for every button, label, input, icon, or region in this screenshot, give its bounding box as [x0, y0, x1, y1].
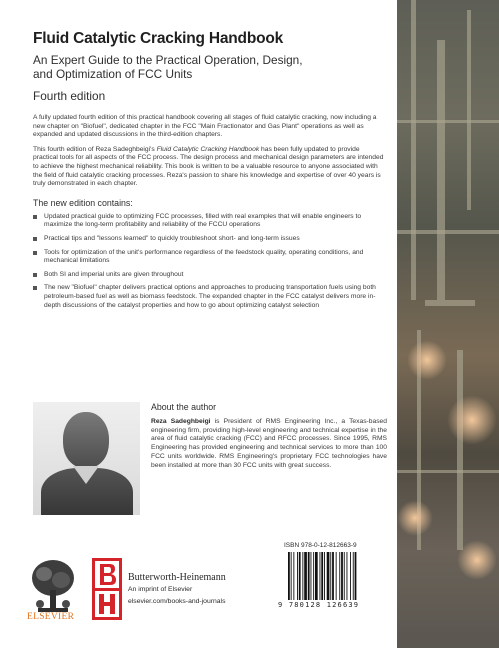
barcode-bar: [299, 552, 301, 600]
barcode-bar: [311, 552, 312, 600]
bullet-square-icon: [33, 237, 37, 241]
author-bio: [151, 418, 387, 470]
barcode-bar: [324, 552, 325, 600]
list-item: [33, 271, 385, 280]
barcode-bar: [302, 552, 303, 600]
barcode-bar: [347, 552, 348, 600]
bullet-square-icon: [33, 251, 37, 255]
list-item-text: Tools for optimization of the unit's performance regardless of the feedstock quality, operating conditions, and mechanical limitations: [44, 248, 364, 265]
list-item: [33, 213, 385, 230]
list-item-text: Updated practical guide to optimizing FCC processes, filled with real examples that will enable engineers to maximize the long-term profitability and reliability of the FCCU operations: [44, 212, 362, 229]
new-edition-list: [33, 213, 385, 310]
publisher-imprint: An imprint of Elsevier: [128, 586, 193, 593]
new-edition-heading: The new edition contains:: [33, 197, 133, 208]
barcode-bar: [355, 552, 357, 600]
barcode-icon: [286, 552, 382, 600]
description-paragraph-1: A fully updated fourth edition of this practical handbook covering all stages of fluid catalytic cracking, now including a new chapter on "Biofuel", dedicated chapter in the FCC "Main Fractionator and Gas Plant" operations as well as expanded and updated discussions in the third-edition chapters.: [33, 114, 377, 139]
para2-lead: This fourth edition of Reza Sadeghbeigi's: [33, 145, 157, 153]
author-photo: [33, 402, 140, 515]
author-photo-head: [63, 412, 109, 468]
list-item-text: The new "Biofuel" chapter delivers practical options and approaches to producing transportation fuels using both petroleum-based fuel as well as biomass feedstock. The expanded chapter in the FCC catalyst delivers more in-depth discussions of the catalyst properties and how to go about optimizing catalyst selection: [44, 284, 376, 309]
barcode-bar: [339, 552, 340, 600]
book-subtitle: [33, 54, 385, 81]
publisher-url: elsevier.com/books-and-journals: [128, 598, 226, 605]
main-text: [33, 30, 385, 315]
list-item: [33, 235, 385, 244]
publisher-info: [128, 572, 226, 605]
butterworth-heinemann-logo-icon: [92, 558, 122, 620]
barcode-bar: [350, 552, 351, 600]
barcode-bar: [341, 552, 343, 600]
about-author-heading: About the author: [151, 402, 217, 412]
barcode-bar: [353, 552, 354, 600]
edition-label: Fourth edition: [33, 89, 106, 103]
book-title: Fluid Catalytic Cracking Handbook: [33, 30, 284, 47]
bullet-square-icon: [33, 286, 37, 290]
isbn-label: ISBN 978-0-12-812663-9: [284, 542, 357, 549]
refinery-photo: [397, 0, 499, 648]
barcode-bar: [315, 552, 318, 600]
bullet-square-icon: [33, 215, 37, 219]
publisher-name: Butterworth-Heinemann: [128, 572, 226, 583]
subtitle-line-2: and Optimization of FCC Units: [33, 66, 193, 81]
barcode-bar: [293, 552, 294, 600]
author-text: [151, 402, 387, 470]
barcode-bar: [304, 552, 307, 600]
barcode-bar: [291, 552, 292, 600]
description-paragraph-2: [33, 146, 385, 189]
list-item: [33, 249, 385, 266]
barcode-bar: [344, 552, 345, 600]
barcode-bar: [288, 552, 290, 600]
list-item-text: Both SI and imperial units are given throughout: [44, 270, 184, 278]
barcode-bar: [320, 552, 321, 600]
barcode-digits: 9 780128 126639: [278, 601, 360, 609]
bullet-square-icon: [33, 273, 37, 277]
para2-rest: has been fully updated to provide practical tools for all aspects of the FCC process. The design process and mechanical design parameters are intended to achieve the highest mechanical reliability. This book is written to be a valuable resource to anyone associated with the field of fluid catalytic cracking processes. Reza's passion to share his knowledge and expertise of over 40 years is truly demonstrated in each chapter.: [33, 145, 384, 188]
author-name: Reza Sadeghbeigi: [151, 418, 211, 425]
barcode-bar: [336, 552, 337, 600]
author-section: [33, 402, 388, 532]
barcode-bar: [332, 552, 334, 600]
barcode-bar: [327, 552, 330, 600]
list-item: [33, 284, 385, 310]
author-bio-text: is President of RMS Engineering Inc., a Texas-based engineering firm, providing high-level engineering and technical expertise in the area of fluid catalytic cracking (FCC) and RFCC processes. Since 1995, RMS Engineering has provided engineering and technical services to more than 100 FCC units worldwide. RMS Engineering's proprietary FCC technologies have been installed at more than 30 FCC units with great success.: [151, 418, 387, 469]
subtitle-line-1: An Expert Guide to the Practical Operation, Design,: [33, 53, 303, 67]
list-item-text: Practical tips and "lessons learned" to quickly troubleshoot short- and long-term issues: [44, 234, 300, 242]
barcode-bar: [313, 552, 314, 600]
elsevier-wordmark: ELSEVIER: [27, 612, 75, 622]
elsevier-tree-logo-icon: [28, 558, 78, 618]
barcode-bar: [321, 552, 323, 600]
barcode-bar: [330, 552, 331, 600]
barcode-bar: [308, 552, 310, 600]
barcode-bar: [297, 552, 298, 600]
para2-book-title: Fluid Catalytic Cracking Handbook: [156, 145, 260, 153]
